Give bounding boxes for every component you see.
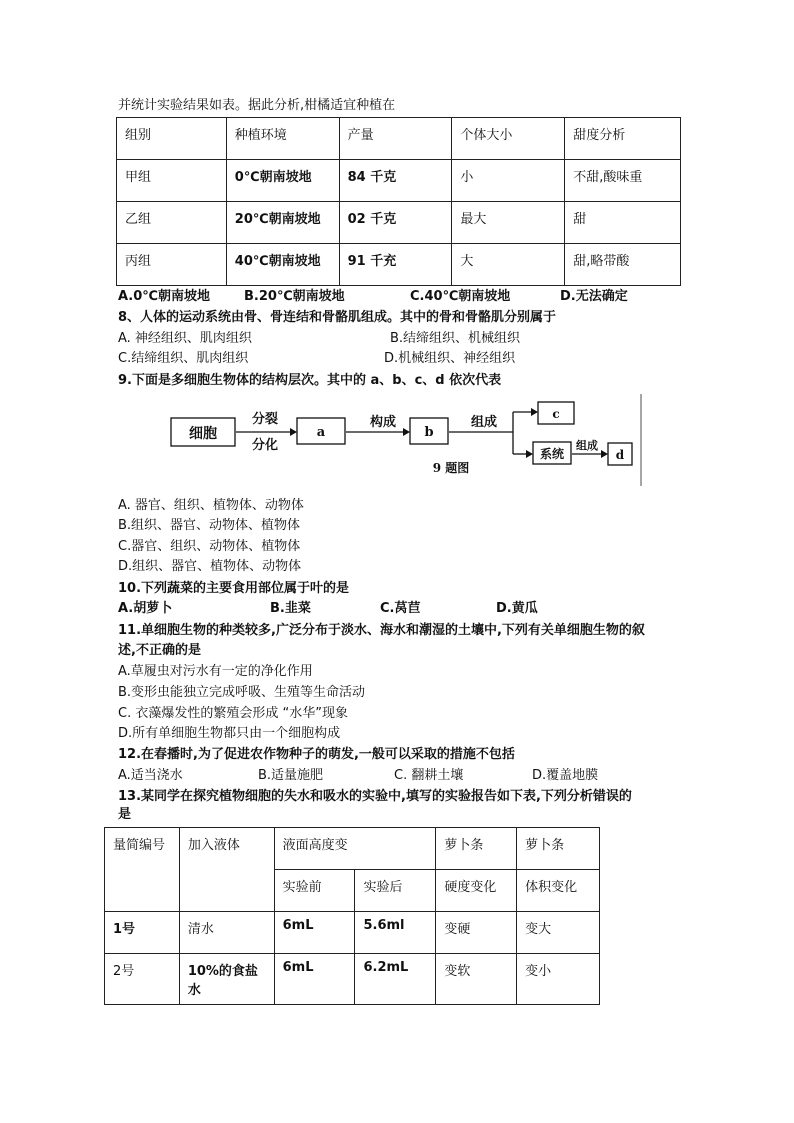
- table-cell: 甜: [565, 202, 681, 244]
- planting-table: [116, 117, 681, 286]
- table-header-row: [117, 118, 681, 160]
- option-b: B.结缔组织、机械组织: [390, 331, 521, 346]
- option-d: D.无法确定: [560, 289, 628, 304]
- box-a-label: a: [316, 425, 326, 440]
- table-cell: 02 千克: [339, 202, 452, 244]
- option-c: C.40℃朝南坡地: [410, 289, 511, 304]
- table-header-row: [105, 828, 600, 870]
- box-c-label: c: [552, 407, 560, 421]
- q10-options: [118, 600, 738, 618]
- form-label-2: 组成: [576, 439, 598, 452]
- table-row: [117, 244, 681, 286]
- table-row: [117, 202, 681, 244]
- question-12-stem: 12.在春播时,为了促进农作物种子的萌发,一般可以采取的措施不包括: [118, 747, 515, 762]
- q11-option-a: A.草履虫对污水有一定的净化作用: [118, 664, 313, 679]
- header-cell: 实验前: [274, 870, 355, 912]
- q11-option-c: C. 衣藻爆发性的繁殖会形成 “水华”现象: [118, 706, 348, 721]
- table-cell: 84 千克: [339, 160, 452, 202]
- table-cell: 40℃朝南坡地: [226, 244, 339, 286]
- header-cell: 产量: [339, 118, 452, 160]
- table-cell: 6.2mL: [355, 954, 436, 1005]
- intro-line: 并统计实验结果如表。据此分析,柑橘适宜种植在: [118, 98, 396, 113]
- header-cell: 种植环境: [226, 118, 339, 160]
- option-a: A. 神经组织、肌肉组织: [118, 331, 252, 346]
- header-cell: 甜度分析: [565, 118, 681, 160]
- table-cell: 0℃朝南坡地: [226, 160, 339, 202]
- option-b: B.20℃朝南坡地: [244, 289, 345, 304]
- option-b: B.韭菜: [270, 601, 311, 616]
- q11-option-d: D.所有单细胞生物都只由一个细胞构成: [118, 726, 341, 741]
- q12-options: [118, 767, 738, 785]
- header-cell: 组别: [117, 118, 227, 160]
- option-d: D.机械组织、神经组织: [384, 351, 516, 366]
- header-cell: 加入液体: [179, 828, 274, 912]
- compose-label: 构成: [369, 415, 397, 430]
- q11-option-b: B.变形虫能独立完成呼吸、生殖等生命活动: [118, 685, 366, 700]
- header-cell: 液面高度变: [274, 828, 436, 870]
- table-row: [105, 912, 600, 954]
- table-cell: 1号: [105, 912, 180, 954]
- option-c: C. 翻耕土壤: [394, 768, 464, 783]
- table-cell: 不甜,酸味重: [565, 160, 681, 202]
- header-cell: 萝卜条: [436, 828, 517, 870]
- table-cell: 甲组: [117, 160, 227, 202]
- option-d: D.覆盖地膜: [532, 768, 599, 783]
- table-cell: 乙组: [117, 202, 227, 244]
- table-cell: 甜,略带酸: [565, 244, 681, 286]
- header-cell: 实验后: [355, 870, 436, 912]
- header-cell: 萝卜条: [517, 828, 600, 870]
- table-cell: 变软: [436, 954, 517, 1005]
- header-cell: 量简编号: [105, 828, 180, 912]
- q9-option-c: C.器官、组织、动物体、植物体: [118, 539, 301, 554]
- table-cell: 2号: [105, 954, 180, 1005]
- table-cell: 6mL: [274, 912, 355, 954]
- q9-option-d: D.组织、器官、植物体、动物体: [118, 559, 302, 574]
- box-d-label: d: [615, 448, 625, 462]
- table-cell: 变小: [517, 954, 600, 1005]
- cell-label: 细胞: [189, 426, 217, 442]
- experiment-table: [104, 827, 600, 1005]
- diagram-caption: 9 题图: [432, 461, 470, 475]
- option-b: B.适量施肥: [258, 768, 324, 783]
- table-cell: 变硬: [436, 912, 517, 954]
- q9-option-b: B.组织、器官、动物体、植物体: [118, 518, 301, 533]
- table-cell: 5.6ml: [355, 912, 436, 954]
- question-8-stem: 8、人体的运动系统由骨、骨连结和骨骼肌组成。其中的骨和骨骼肌分别属于: [118, 310, 557, 325]
- table-cell: 10%的食盐水: [179, 954, 274, 1005]
- divide-label: 分裂: [251, 412, 279, 427]
- box-b-label: b: [424, 425, 434, 440]
- structure-diagram: [163, 394, 645, 486]
- header-cell: 体积变化: [517, 870, 600, 912]
- q8-options-row2: [118, 350, 738, 368]
- option-a: A.胡萝卜: [118, 601, 173, 616]
- header-cell: 个体大小: [452, 118, 565, 160]
- header-cell: 硬度变化: [436, 870, 517, 912]
- table-cell: 20℃朝南坡地: [226, 202, 339, 244]
- q7-options: [118, 288, 738, 306]
- form-label: 组成: [470, 415, 498, 430]
- option-d: D.黄瓜: [496, 601, 538, 616]
- differentiate-label: 分化: [251, 438, 279, 453]
- table-cell: 变大: [517, 912, 600, 954]
- option-a: A.适当浇水: [118, 768, 183, 783]
- table-cell: 大: [452, 244, 565, 286]
- table-row: [105, 954, 600, 1005]
- question-9-stem: 9.下面是多细胞生物体的结构层次。其中的 a、b、c、d 依次代表: [118, 373, 502, 388]
- option-c: C.莴苣: [380, 601, 421, 616]
- table-cell: 丙组: [117, 244, 227, 286]
- table-row: [117, 160, 681, 202]
- question-13-stem-2: 是: [118, 807, 132, 822]
- system-label: 系统: [539, 447, 565, 461]
- option-a: A.0℃朝南坡地: [118, 289, 211, 304]
- table-cell: 6mL: [274, 954, 355, 1005]
- q8-options-row1: [118, 330, 738, 348]
- q9-option-a: A. 器官、组织、植物体、动物体: [118, 498, 304, 513]
- question-13-stem-1: 13.某同学在探究植物细胞的失水和吸水的实验中,填写的实验报告如下表,下列分析错误的: [118, 789, 632, 804]
- question-11-stem-1: 11.单细胞生物的种类较多,广泛分布于淡水、海水和潮湿的土壤中,下列有关单细胞生物的叙: [118, 623, 645, 638]
- table-cell: 91 千充: [339, 244, 452, 286]
- table-cell: 小: [452, 160, 565, 202]
- table-cell: 最大: [452, 202, 565, 244]
- table-cell: 清水: [179, 912, 274, 954]
- question-11-stem-2: 述,不正确的是: [118, 643, 201, 658]
- option-c: C.结缔组织、肌肉组织: [118, 351, 249, 366]
- question-10-stem: 10.下列蔬菜的主要食用部位属于叶的是: [118, 581, 350, 596]
